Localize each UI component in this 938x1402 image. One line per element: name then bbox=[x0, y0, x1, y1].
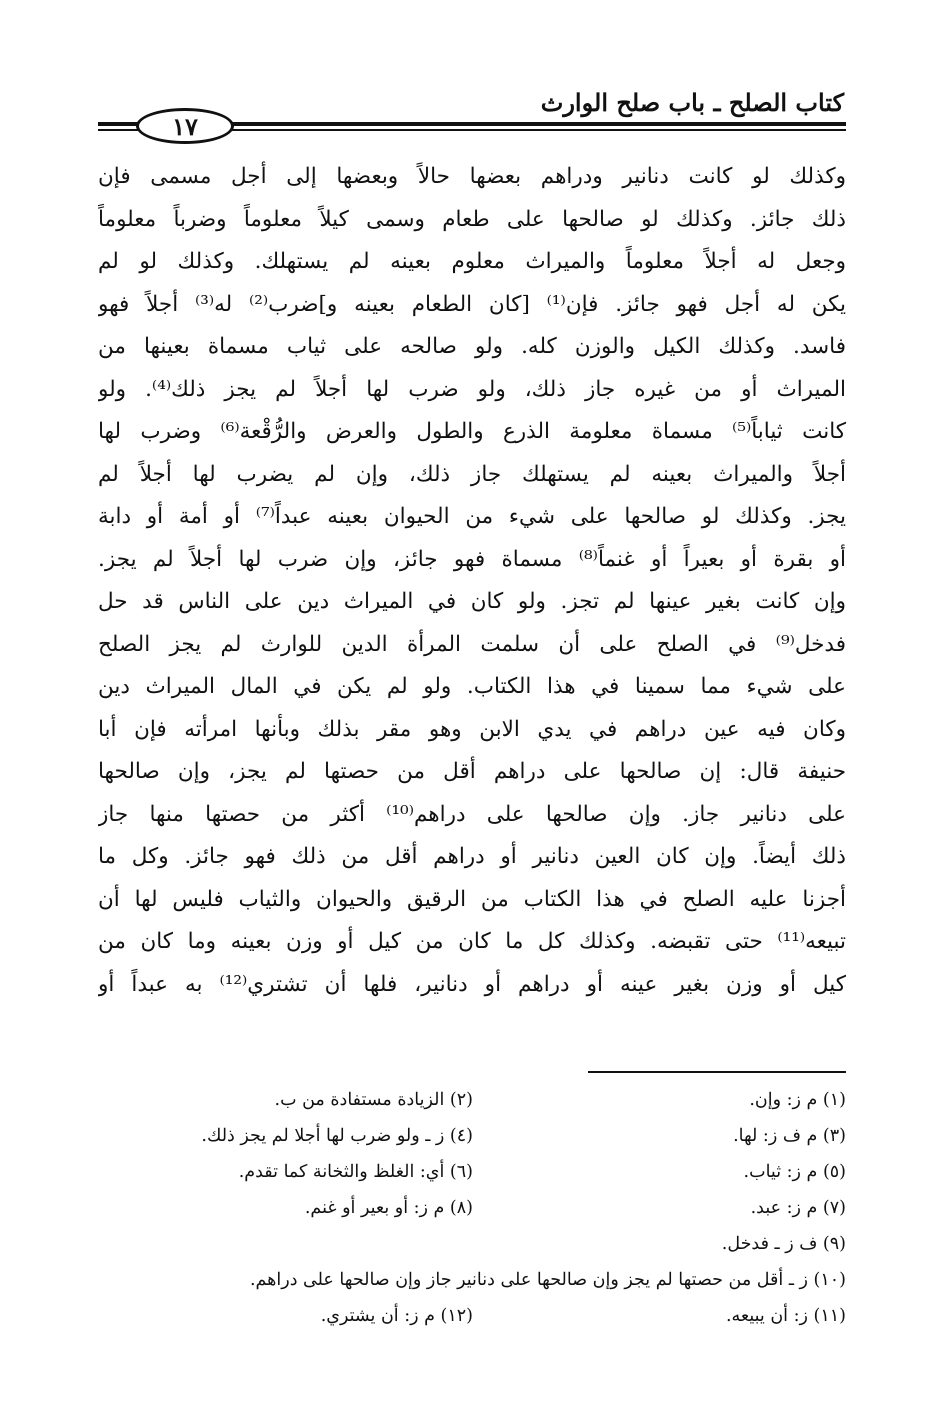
footnote-separator bbox=[588, 1071, 846, 1073]
footnote-3: (٣) م ف ز: لها. bbox=[733, 1126, 846, 1146]
text-line: فاسد. وكذلك الكيل والوزن كله. ولو صالحه على ثياب مسماة بعينها من bbox=[98, 334, 846, 359]
footnote-4: (٤) ز ـ ولو ضرب لها أجلا لم يجز ذلك. bbox=[201, 1126, 473, 1146]
footnote-row bbox=[100, 1190, 846, 1226]
footnote-2: (٢) الزيادة مستفادة من ب. bbox=[274, 1090, 473, 1110]
text-line: ذلك جائز. وكذلك لو صالحها على طعام وسمى كيلاً معلوماً وضرباً معلوماً bbox=[98, 206, 846, 232]
footnote-row bbox=[100, 1082, 846, 1118]
footnote-5: (٥) م ز: ثياب. bbox=[743, 1162, 846, 1182]
text-line: حنيفة قال: إن صالحها على دراهم أقل من حصتها لم يجز، وإن صالحها bbox=[98, 759, 846, 784]
text-line: يكن له أجل فهو جائز. فإن⁽¹⁾ [كان الطعام بعينه و]ضرب⁽²⁾ له⁽³⁾ أجلاً فهو bbox=[98, 291, 846, 317]
text-line: كيل أو وزن بغير عينه أو دراهم أو دنانير، فلها أن تشتري⁽¹²⁾ به عبداً أو bbox=[98, 971, 846, 997]
text-line: فدخل⁽⁹⁾ في الصلح على أن سلمت المرأة الدين للوارث لم يجز الصلح bbox=[98, 631, 846, 657]
footnote-11: (١١) ز: أن يبيعه. bbox=[725, 1306, 846, 1326]
footnote-9: (٩) ف ز ـ فدخل. bbox=[721, 1234, 846, 1254]
footnote-6: (٦) أي: الغلظ والثخانة كما تقدم. bbox=[238, 1162, 473, 1182]
text-line: على شيء مما سمينا في هذا الكتاب. ولو لم يكن في المال الميراث دين bbox=[98, 674, 846, 699]
footnote-row bbox=[100, 1154, 846, 1190]
footnote-row bbox=[100, 1298, 846, 1334]
footnote-8: (٨) م ز: أو بعير أو غنم. bbox=[304, 1198, 473, 1218]
page-number: ١٧ bbox=[172, 111, 198, 141]
text-line: الميراث أو من غيره جاز ذلك، ولو ضرب لها أجلاً لم يجز ذلك⁽⁴⁾. ولو bbox=[98, 376, 846, 402]
main-text-block bbox=[98, 156, 846, 1006]
text-line: على دنانير جاز. وإن صالحها على دراهم⁽¹⁰⁾ أكثر من حصتها منها جاز bbox=[98, 801, 846, 827]
text-line: تبيعه⁽¹¹⁾ حتى تقبضه. وكذلك كل ما كان من كيل أو وزن بعينه وما كان من bbox=[98, 929, 846, 954]
footnote-12: (١٢) م ز: أن يشتري. bbox=[320, 1306, 473, 1326]
footnotes bbox=[100, 1082, 846, 1334]
running-title: كتاب الصلح ـ باب صلح الوارث bbox=[540, 88, 844, 117]
text-line: ذلك أيضاً. وإن كان العين دنانير أو دراهم أقل من ذلك فهو جائز. وكل ما bbox=[98, 844, 846, 869]
page-header bbox=[98, 84, 846, 142]
text-line: أو بقرة أو بعيراً أو غنماً⁽⁸⁾ مسماة فهو جائز، وإن ضرب لها أجلاً لم يجز. bbox=[98, 546, 846, 572]
footnote-1: (١) م ز: وإن. bbox=[749, 1090, 846, 1110]
footnote-10: (١٠) ز ـ أقل من حصتها لم يجز وإن صالحها على دنانير جاز وإن صالحها على دراهم. bbox=[249, 1270, 846, 1290]
footnote-row bbox=[100, 1118, 846, 1154]
text-line: وكان فيه عين دراهم في يدي الابن وهو مقر بذلك وبأنها امرأته فإن أبا bbox=[98, 716, 846, 742]
text-line: أجزنا عليه الصلح في هذا الكتاب من الرقيق والحيوان والثياب فليس لها أن bbox=[98, 886, 846, 912]
text-line: يجز. وكذلك لو صالحها على شيء من الحيوان بعينه عبداً⁽⁷⁾ أو أمة أو دابة bbox=[98, 504, 846, 529]
text-line: وجعل له أجلاً معلوماً والميراث معلوم بعينه لم يستهلك. وكذلك لو لم bbox=[98, 249, 846, 274]
text-line: وإن كانت بغير عينها لم تجز. ولو كان في الميراث دين على الناس قد حل bbox=[98, 589, 846, 614]
footnote-7: (٧) م ز: عبد. bbox=[750, 1198, 846, 1218]
text-line: وكذلك لو كانت دنانير ودراهم بعضها حالاً وبعضها إلى أجل مسمى فإن bbox=[98, 164, 846, 189]
text-line: كانت ثياباً⁽⁵⁾ مسماة معلومة الذرع والطول والعرض والرُّقْعة⁽⁶⁾ وضرب لها bbox=[98, 419, 846, 444]
page-number-badge bbox=[136, 108, 234, 144]
text-line: أجلاً والميراث بعينه لم يستهلك جاز ذلك، وإن لم يضرب لها أجلاً لم bbox=[98, 461, 846, 487]
